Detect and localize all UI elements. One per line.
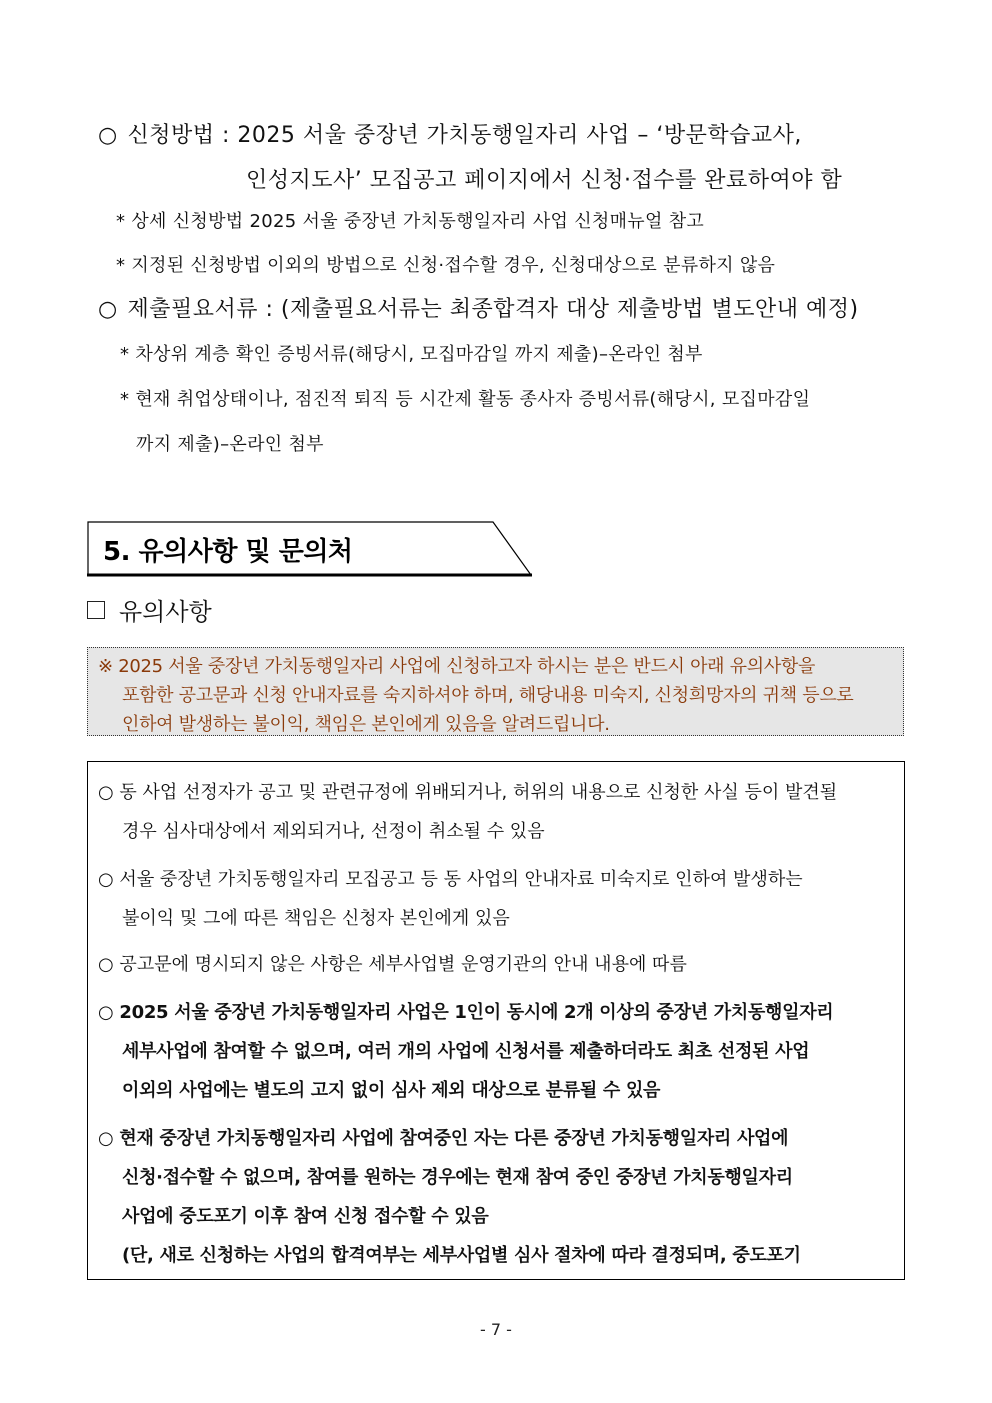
required-doc-note-2: * 현재 취업상태이나, 점진적 퇴직 등 시간제 활동 종사자 증빙서류(해당시, 모집마감일	[120, 389, 811, 410]
circle-bullet-icon: ○	[98, 297, 118, 322]
application-note-2: * 지정된 신청방법 이외의 방법으로 신청·접수할 경우, 신청대상으로 분류하지 않음	[116, 255, 776, 276]
cautions-box	[87, 761, 905, 1280]
caution-5-line-3: 사업에 중도포기 이후 참여 신청 접수할 수 있음	[122, 1206, 489, 1227]
caution-4-line-1: ○ 2025 서울 중장년 가치동행일자리 사업은 1인이 동시에 2개 이상의 중장년 가치동행일자리	[98, 1002, 834, 1023]
required-documents-text: 제출필요서류 : (제출필요서류는 최종합격자 대상 제출방법 별도안내 예정)	[127, 297, 859, 322]
subheading-text: 유의사항	[119, 598, 212, 626]
caution-2-line-2: 불이익 및 그에 따른 책임은 신청자 본인에게 있음	[122, 908, 510, 929]
required-documents-line	[98, 292, 859, 323]
caution-1-line-2: 경우 심사대상에서 제외되거나, 선정이 취소될 수 있음	[122, 821, 545, 842]
square-bullet-icon	[87, 601, 105, 619]
circle-bullet-icon: ○	[98, 123, 118, 148]
notice-line-2: 포함한 공고문과 신청 안내자료를 숙지하셔야 하며, 해당내용 미숙지, 신청희망자의 귀책 등으로	[122, 685, 854, 706]
caution-5-line-4: (단, 새로 신청하는 사업의 합격여부는 세부사업별 심사 절차에 따라 결정되며, 중도포기	[122, 1245, 801, 1266]
required-doc-note-1: * 차상위 계층 확인 증빙서류(해당시, 모집마감일 까지 제출)–온라인 첨부	[120, 344, 703, 365]
caution-3-line-1: ○ 공고문에 명시되지 않은 사항은 세부사업별 운영기관의 안내 내용에 따름	[98, 954, 687, 975]
notice-line-1: ※ 2025 서울 중장년 가치동행일자리 사업에 신청하고자 하시는 분은 반드시 아래 유의사항을	[98, 656, 816, 677]
application-note-1: * 상세 신청방법 2025 서울 중장년 가치동행일자리 사업 신청매뉴얼 참고	[116, 211, 705, 232]
required-doc-note-2-cont: 까지 제출)–온라인 첨부	[136, 434, 324, 455]
page-number: - 7 -	[480, 1320, 512, 1339]
application-method-line-2: 인성지도사’ 모집공고 페이지에서 신청·접수를 완료하여야 함	[246, 168, 843, 193]
notice-box	[87, 647, 904, 736]
caution-5-line-1: ○ 현재 중장년 가치동행일자리 사업에 참여중인 자는 다른 중장년 가치동행일자리 사업에	[98, 1128, 789, 1149]
caution-4-line-2: 세부사업에 참여할 수 없으며, 여러 개의 사업에 신청서를 제출하더라도 최초 선정된 사업	[122, 1041, 810, 1062]
caution-5-line-2: 신청·접수할 수 없으며, 참여를 원하는 경우에는 현재 참여 중인 중장년 가치동행일자리	[122, 1167, 793, 1188]
section-title: 5. 유의사항 및 문의처	[103, 537, 353, 567]
notice-line-3: 인하여 발생하는 불이익, 책임은 본인에게 있음을 알려드립니다.	[122, 714, 610, 735]
caution-4-line-3: 이외의 사업에는 별도의 고지 없이 심사 제외 대상으로 분류될 수 있음	[122, 1080, 661, 1101]
section-header	[87, 521, 532, 576]
application-method-text: 신청방법 : 2025 서울 중장년 가치동행일자리 사업 – ‘방문학습교사,	[127, 123, 802, 148]
subheading	[87, 592, 212, 627]
caution-2-line-1: ○ 서울 중장년 가치동행일자리 모집공고 등 동 사업의 안내자료 미숙지로 인하여 발생하는	[98, 869, 803, 890]
application-method-line-1	[98, 118, 802, 149]
caution-1-line-1: ○ 동 사업 선정자가 공고 및 관련규정에 위배되거나, 허위의 내용으로 신청한 사실 등이 발견될	[98, 782, 838, 803]
